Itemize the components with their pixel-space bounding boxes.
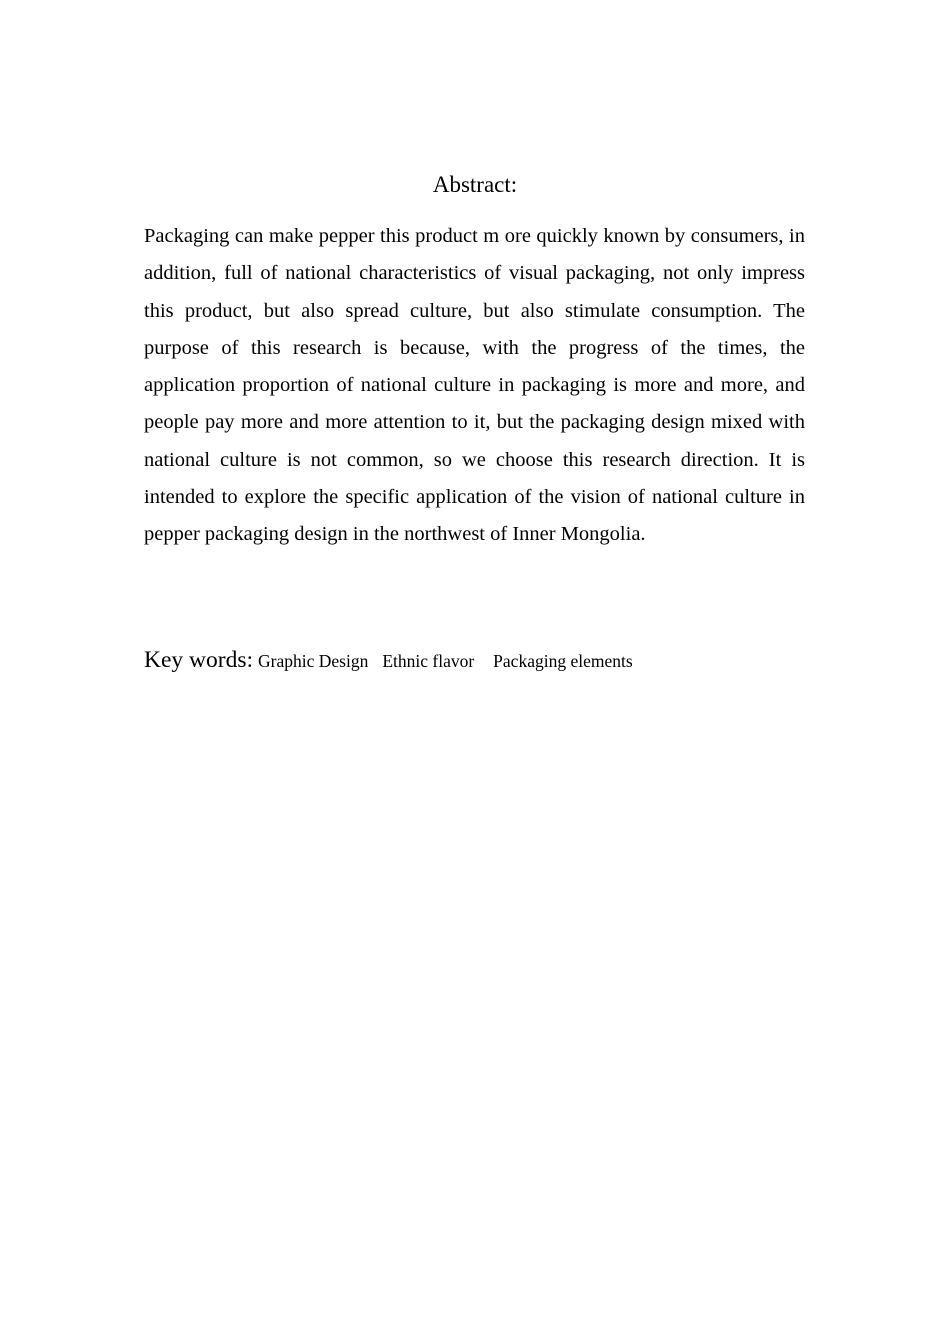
keyword-packaging-elements: Packaging elements xyxy=(493,651,633,671)
abstract-body: Packaging can make pepper this product m ore quickly known by consumers, in addition, full of national characteristics of visual packaging, not only impress this product, but also spread culture, but also stimulate consumption. The purpose of this research is because, with the progress of the times, the application proportion of national culture in packaging is more and more, and people pay more and more attention to it, but the packaging design mixed with national culture is not common, so we choose this research direction. It is intended to explore the specific application of the vision of national culture in pepper packaging design in the northwest of Inner Mongolia. xyxy=(144,225,805,546)
abstract-heading: Abstract: xyxy=(432,172,518,197)
keywords-label: Key words: xyxy=(144,647,253,673)
keyword-ethnic-flavor: Ethnic flavor xyxy=(382,651,475,671)
keyword-graphic-design: Graphic Design xyxy=(258,651,369,671)
keywords-line xyxy=(144,643,805,680)
